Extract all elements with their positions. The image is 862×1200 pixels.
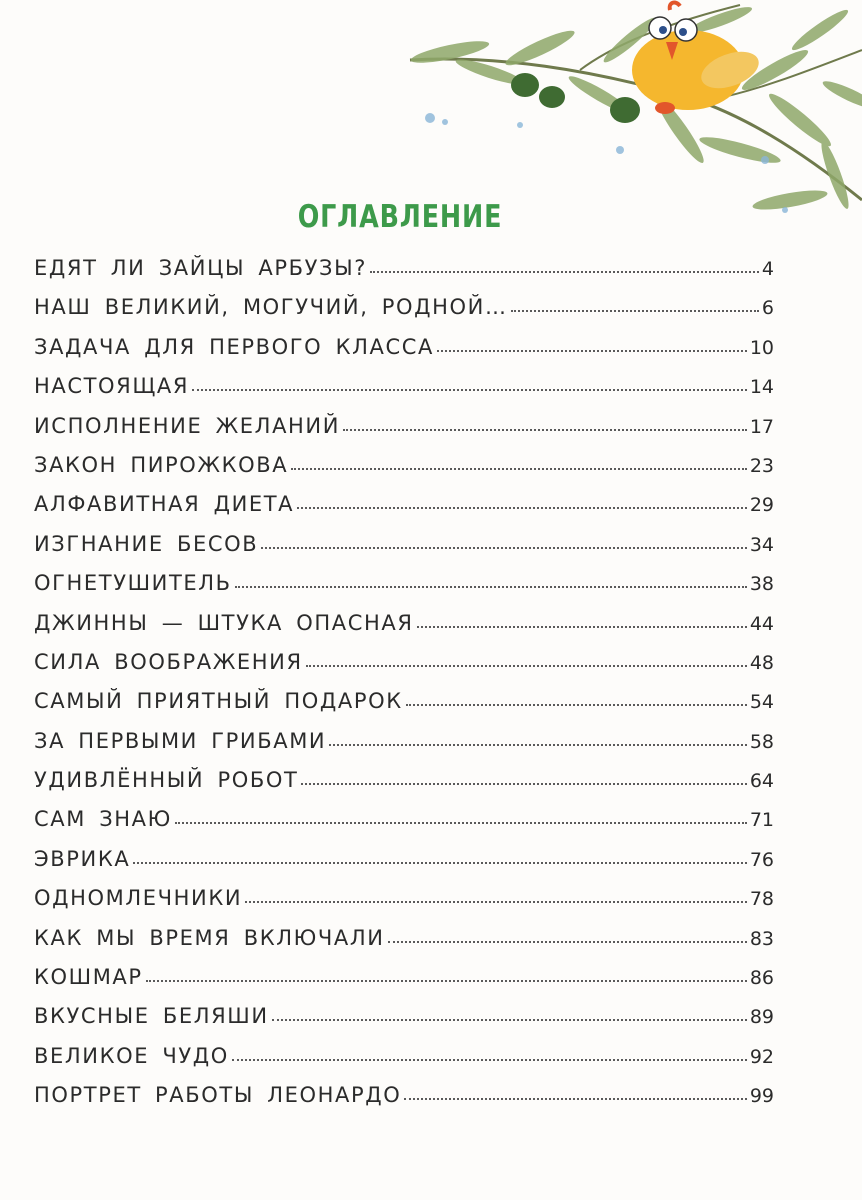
toc-entry[interactable] bbox=[34, 1004, 774, 1043]
toc-entry[interactable] bbox=[34, 532, 774, 571]
dot-leader bbox=[388, 940, 747, 943]
toc-entry-page: 48 bbox=[749, 651, 774, 674]
dot-leader bbox=[175, 821, 747, 824]
toc-entry[interactable] bbox=[34, 807, 774, 846]
dot-leader bbox=[261, 546, 747, 549]
toc-entry-page: 34 bbox=[749, 533, 774, 556]
toc-entry-title: СИЛА ВООБРАЖЕНИЯ bbox=[34, 649, 303, 674]
toc-entry[interactable] bbox=[34, 650, 774, 689]
toc-entry[interactable] bbox=[34, 295, 774, 334]
toc-entry-title: ДЖИННЫ — ШТУКА ОПАСНАЯ bbox=[34, 610, 414, 635]
toc-entry-page: 44 bbox=[749, 612, 774, 635]
toc-entry-page: 38 bbox=[749, 573, 774, 596]
toc-entry[interactable] bbox=[34, 729, 774, 768]
toc-entry-title: ИСПОЛНЕНИЕ ЖЕЛАНИЙ bbox=[34, 413, 341, 438]
toc-entry-page: 71 bbox=[749, 809, 774, 832]
toc-entry[interactable] bbox=[34, 374, 774, 413]
toc-entry[interactable] bbox=[34, 256, 774, 295]
toc-entry-page: 76 bbox=[749, 848, 774, 871]
dot-leader bbox=[297, 506, 747, 509]
toc-entry-title: ИЗГНАНИЕ БЕСОВ bbox=[34, 531, 259, 556]
toc-entry[interactable] bbox=[34, 611, 774, 650]
toc-entry-title: КОШМАР bbox=[34, 965, 143, 990]
toc-entry-page: 4 bbox=[761, 258, 774, 280]
toc-entry-title: ВКУСНЫЕ БЕЛЯШИ bbox=[34, 1004, 269, 1029]
toc-entry[interactable] bbox=[34, 492, 774, 531]
toc-entry-title: ЗАКОН ПИРОЖКОВА bbox=[34, 452, 289, 477]
toc-entry-title: ВЕЛИКОЕ ЧУДО bbox=[34, 1043, 229, 1068]
toc-entry[interactable] bbox=[34, 689, 774, 728]
page-title: ОГЛАВЛЕНИЕ bbox=[297, 198, 503, 235]
dot-leader bbox=[301, 782, 746, 785]
toc-entry-page: 64 bbox=[749, 770, 774, 793]
toc-entry[interactable] bbox=[34, 335, 774, 374]
toc-entry-page: 14 bbox=[749, 376, 774, 399]
toc-entry[interactable] bbox=[34, 847, 774, 886]
toc-entry[interactable] bbox=[34, 886, 774, 925]
toc-entry-page: 23 bbox=[749, 454, 774, 477]
toc-entry[interactable] bbox=[34, 414, 774, 453]
dot-leader bbox=[235, 585, 747, 588]
toc-entry-title: ЕДЯТ ЛИ ЗАЙЦЫ АРБУЗЫ? bbox=[34, 256, 367, 280]
toc-entry-title: ЗАДАЧА ДЛЯ ПЕРВОГО КЛАССА bbox=[34, 334, 434, 359]
toc-entry-title: ОГНЕТУШИТЕЛЬ bbox=[34, 571, 232, 596]
toc-entry-title: КАК МЫ ВРЕМЯ ВКЛЮЧАЛИ bbox=[34, 925, 385, 950]
dot-leader bbox=[329, 743, 747, 746]
toc-entry-page: 29 bbox=[749, 494, 774, 517]
table-of-contents bbox=[34, 256, 774, 1123]
toc-entry-title: НАШ ВЕЛИКИЙ, МОГУЧИЙ, РОДНОЙ… bbox=[34, 295, 508, 320]
toc-entry-page: 83 bbox=[749, 927, 774, 950]
dot-leader bbox=[306, 664, 747, 667]
toc-entry-page: 10 bbox=[749, 336, 774, 359]
toc-entry-title: САМ ЗНАЮ bbox=[34, 807, 172, 832]
dot-leader bbox=[406, 703, 747, 706]
dot-leader bbox=[192, 388, 747, 391]
toc-entry-title: АЛФАВИТНАЯ ДИЕТА bbox=[34, 492, 295, 517]
dot-leader bbox=[133, 861, 746, 864]
toc-entry[interactable] bbox=[34, 965, 774, 1004]
dot-leader bbox=[437, 349, 747, 352]
toc-entry-page: 6 bbox=[761, 297, 774, 320]
dot-leader bbox=[343, 428, 747, 431]
toc-entry-page: 92 bbox=[749, 1045, 774, 1068]
toc-entry-title: ПОРТРЕТ РАБОТЫ ЛЕОНАРДО bbox=[34, 1083, 402, 1108]
toc-entry-page: 99 bbox=[749, 1085, 774, 1108]
dot-leader bbox=[291, 467, 747, 470]
toc-entry-title: ОДНОМЛЕЧНИКИ bbox=[34, 886, 243, 911]
toc-entry[interactable] bbox=[34, 1083, 774, 1122]
toc-entry-title: САМЫЙ ПРИЯТНЫЙ ПОДАРОК bbox=[34, 689, 403, 714]
dot-leader bbox=[404, 1097, 746, 1100]
toc-entry[interactable] bbox=[34, 571, 774, 610]
toc-entry-page: 89 bbox=[749, 1006, 774, 1029]
toc-entry[interactable] bbox=[34, 1044, 774, 1083]
dot-leader bbox=[245, 900, 747, 903]
toc-entry[interactable] bbox=[34, 453, 774, 492]
toc-entry-title: ЭВРИКА bbox=[34, 846, 131, 871]
dot-leader bbox=[370, 270, 759, 273]
toc-entry-title: ЗА ПЕРВЫМИ ГРИБАМИ bbox=[34, 728, 327, 753]
toc-entry[interactable] bbox=[34, 768, 774, 807]
dot-leader bbox=[272, 1018, 747, 1021]
toc-entry-title: УДИВЛЁННЫЙ РОБОТ bbox=[34, 768, 299, 793]
toc-entry-page: 86 bbox=[749, 967, 774, 990]
toc-entry[interactable] bbox=[34, 926, 774, 965]
toc-entry-page: 58 bbox=[749, 730, 774, 753]
toc-entry-title: НАСТОЯЩАЯ bbox=[34, 374, 190, 399]
toc-entry-page: 54 bbox=[749, 691, 774, 714]
dot-leader bbox=[511, 309, 759, 312]
dot-leader bbox=[232, 1058, 747, 1061]
toc-entry-page: 78 bbox=[749, 888, 774, 911]
dot-leader bbox=[146, 979, 747, 982]
toc-entry-page: 17 bbox=[749, 415, 774, 438]
dot-leader bbox=[417, 625, 747, 628]
